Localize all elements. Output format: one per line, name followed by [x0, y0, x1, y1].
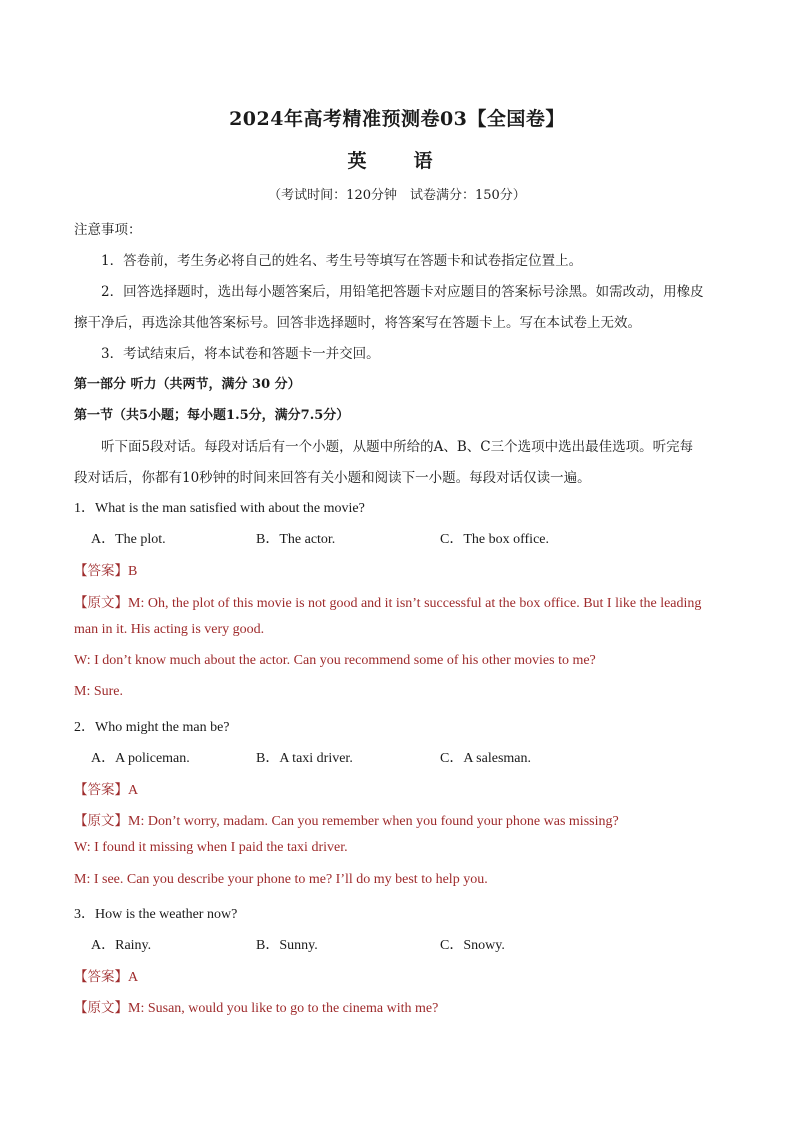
notes-heading: 注意事项：: [74, 222, 142, 238]
question-1-transcript-1: [74, 591, 701, 612]
question-1-option-c: C．The box office.: [440, 532, 549, 547]
instructions-line-2: 段对话后，你都有10秒钟的时间来回答有关小题和阅读下一小题。每段对话仅读一遍。: [74, 470, 591, 486]
answer-tag: 【答案】: [74, 782, 128, 798]
instructions-line-1: 听下面5段对话。每段对话后有一个小题，从题中所给的A、B、C三个选项中选出最佳选项。听完每: [101, 439, 694, 455]
question-2-option-a: A．A policeman.: [91, 751, 190, 766]
question-2-option-c: C．A salesman.: [440, 751, 531, 766]
question-2-transcript-3: M: I see. Can you describe your phone to me? I’ll do my best to help you.: [74, 872, 488, 887]
question-3-option-b: B．Sunny.: [256, 938, 318, 953]
notes-item-3: 3．考试结束后，将本试卷和答题卡一并交回。: [101, 346, 380, 362]
question-1-option-a: A．The plot.: [91, 532, 166, 547]
notes-item-1: 1．答卷前，考生务必将自己的姓名、考生号等填写在答题卡和试卷指定位置上。: [101, 253, 583, 269]
transcript-text: M: Susan, would you like to go to the cinema with me?: [128, 1001, 439, 1016]
section1-heading: 第一节（共5小题；每小题1.5分，满分7.5分）: [74, 408, 350, 423]
question-2-transcript-1: [74, 809, 619, 830]
transcript-tag: 【原文】: [74, 1000, 128, 1016]
question-3-option-a: A．Rainy.: [91, 938, 152, 953]
page-title: 2024年高考精准预测卷03【全国卷】: [229, 108, 565, 130]
question-2-answer: [74, 778, 138, 799]
question-3-answer: [74, 965, 138, 986]
question-2-stem: 2．Who might the man be?: [74, 720, 230, 735]
transcript-tag: 【原文】: [74, 813, 128, 829]
question-1-transcript-4: M: Sure.: [74, 684, 123, 699]
answer-tag: 【答案】: [74, 969, 128, 985]
notes-item-2-line-2: 擦干净后，再选涂其他答案标号。回答非选择题时，将答案写在答题卡上。写在本试卷上无效。: [74, 315, 641, 331]
transcript-text: M: Oh, the plot of this movie is not good and it isn’t successful at the box office. But I like the leading: [128, 596, 702, 611]
notes-item-2-line-1: 2．回答选择题时，选出每小题答案后，用铅笔把答题卡对应题目的答案标号涂黑。如需改动，用橡皮: [101, 284, 704, 300]
answer-value: A: [128, 783, 139, 798]
question-1-transcript-3: W: I don’t know much about the actor. Can you recommend some of his other movies to me?: [74, 653, 596, 668]
question-3-option-c: C．Snowy.: [440, 938, 505, 953]
question-3-transcript-1: [74, 996, 438, 1017]
exam-info: （考试时间：120分钟 试卷满分：150分）: [268, 188, 526, 203]
subject-title: 英 语: [347, 150, 447, 172]
part1-heading: 第一部分 听力（共两节，满分 30 分）: [74, 377, 301, 392]
question-2-transcript-2: W: I found it missing when I paid the taxi driver.: [74, 840, 348, 855]
answer-tag: 【答案】: [74, 563, 128, 579]
question-3-stem: 3．How is the weather now?: [74, 907, 238, 922]
question-1-answer: [74, 559, 137, 580]
transcript-text: M: Don’t worry, madam. Can you remember when you found your phone was missing?: [128, 814, 619, 829]
answer-value: B: [128, 564, 138, 579]
question-1-transcript-2: man in it. His acting is very good.: [74, 622, 265, 637]
question-2-option-b: B．A taxi driver.: [256, 751, 353, 766]
transcript-tag: 【原文】: [74, 595, 128, 611]
answer-value: A: [128, 970, 139, 985]
question-1-option-b: B．The actor.: [256, 532, 336, 547]
question-1-stem: 1．What is the man satisfied with about the movie?: [74, 501, 365, 516]
